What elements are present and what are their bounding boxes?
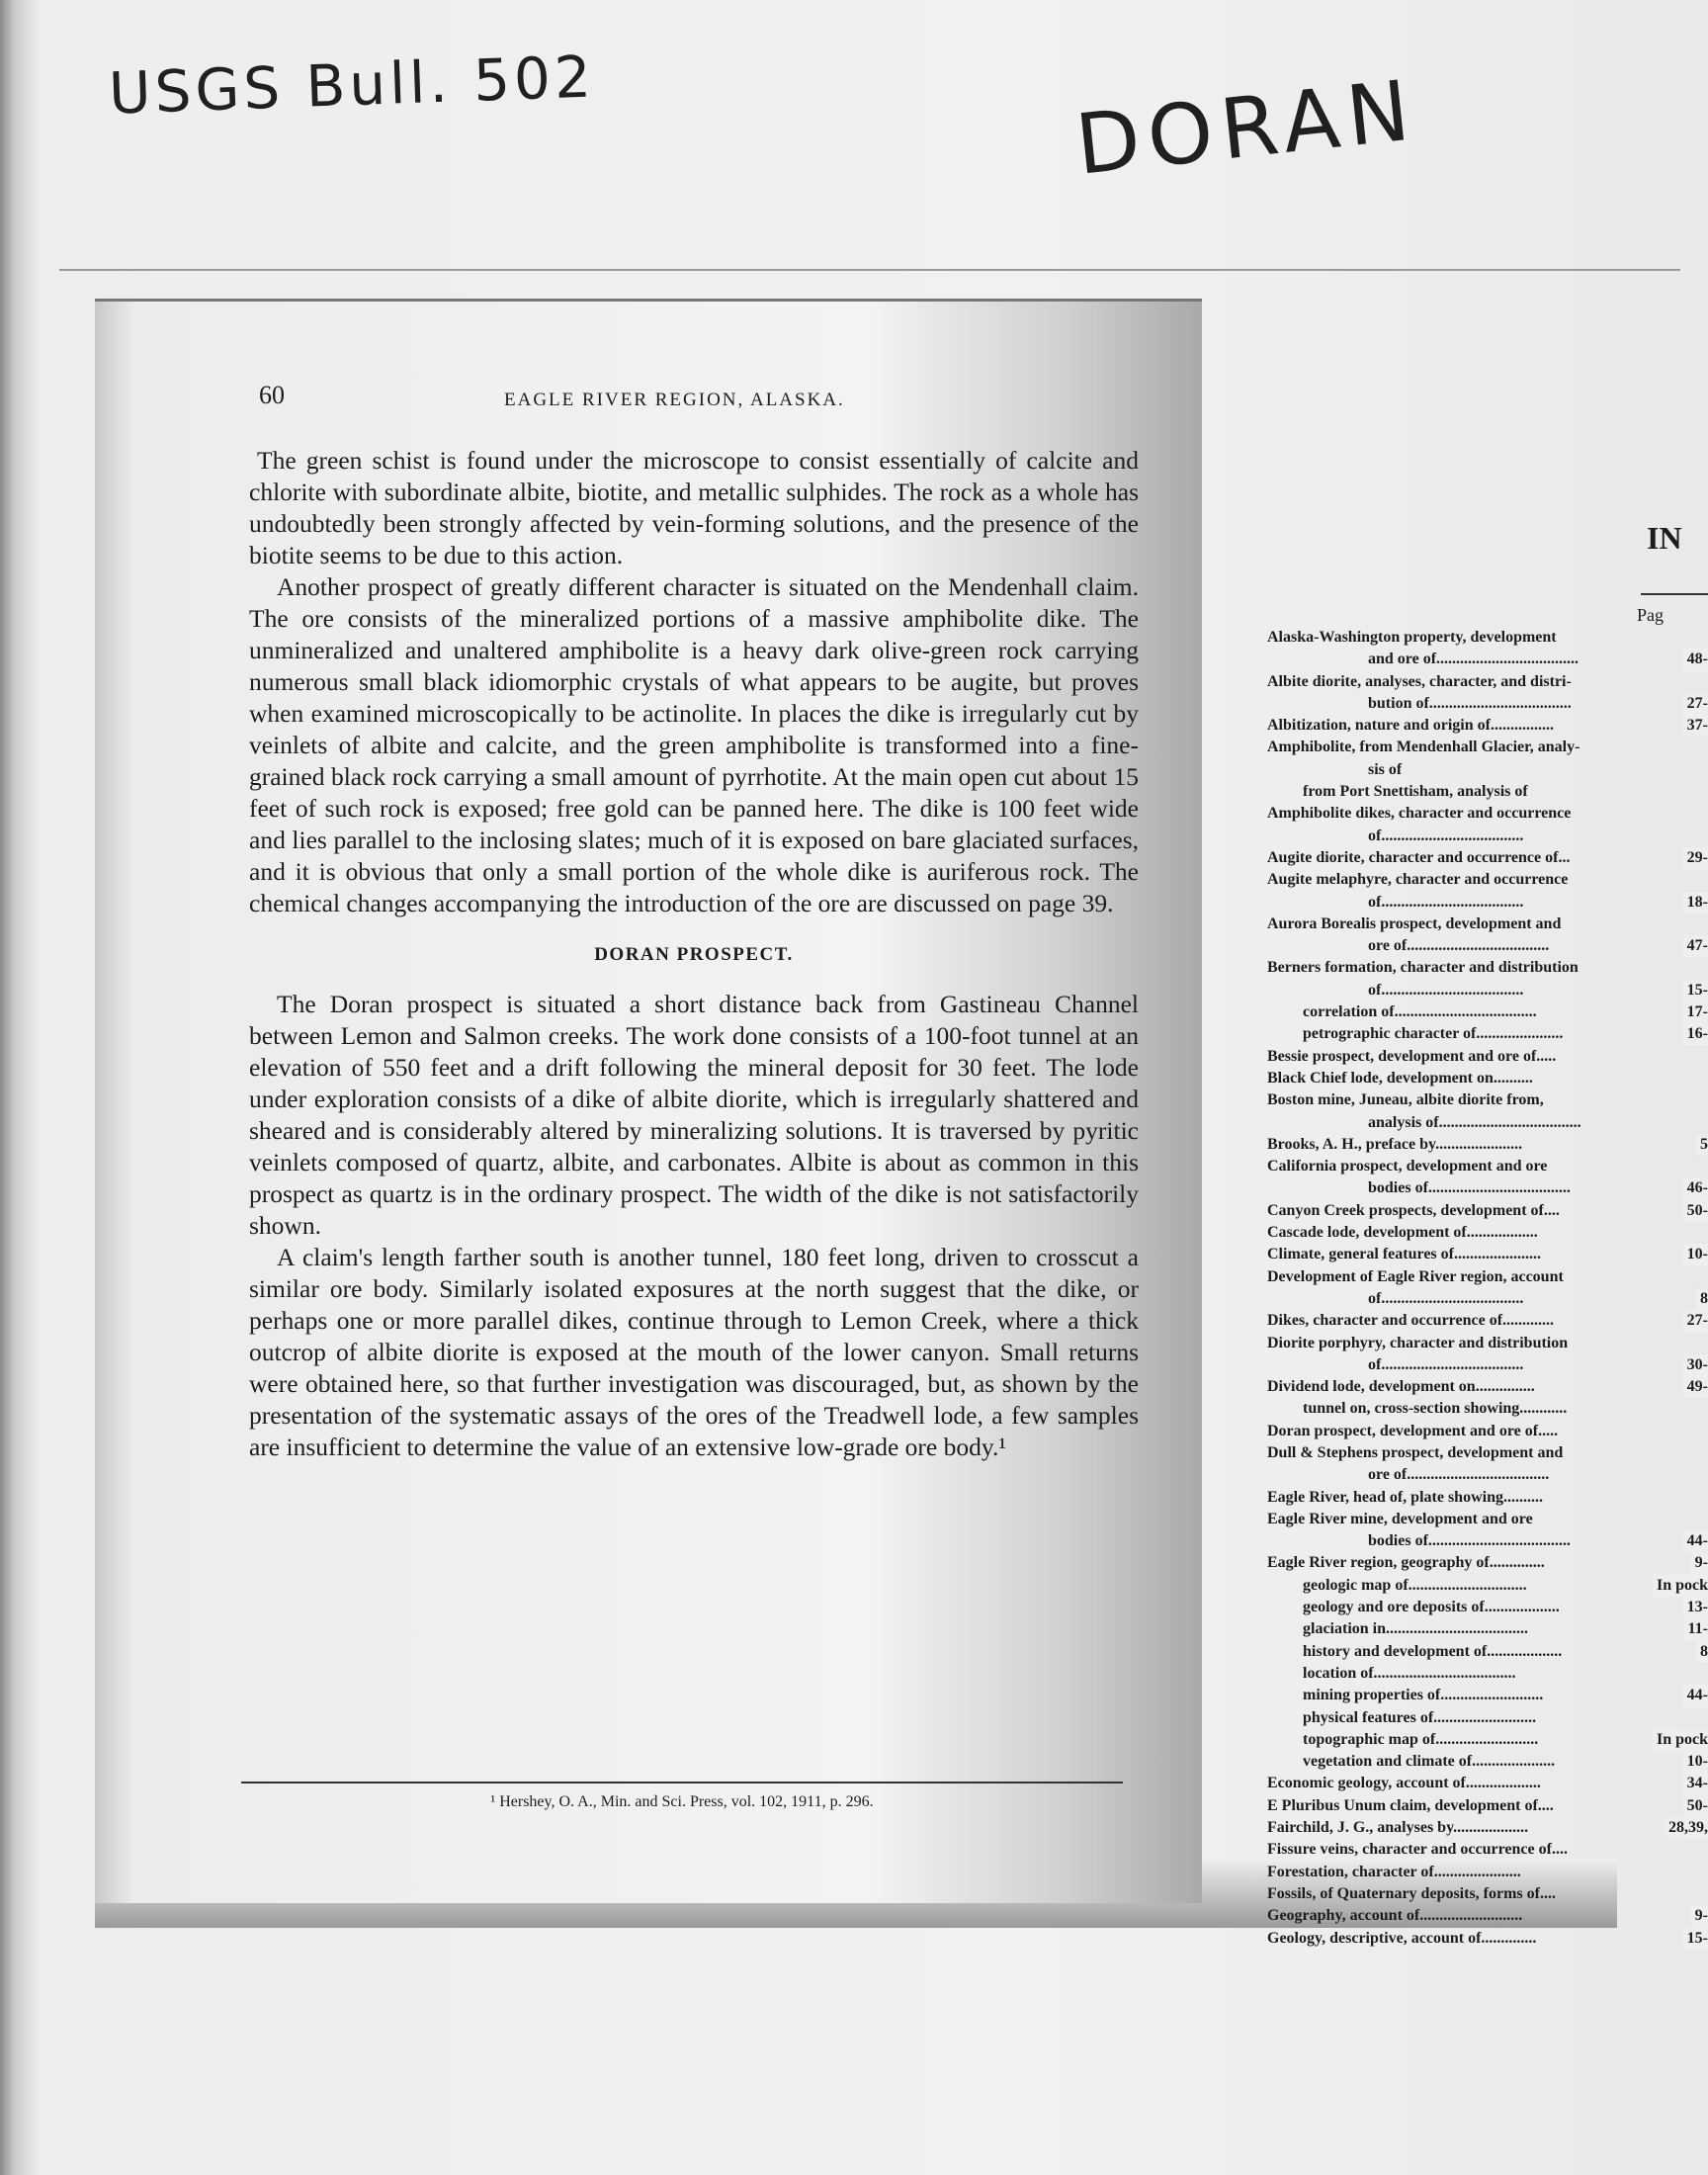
index-entry-text: bodies of....................................: [1368, 1179, 1571, 1197]
index-rule: [1641, 593, 1708, 595]
index-entry-page: 15-: [1683, 980, 1708, 1001]
index-entry-text: Geology, descriptive, account of..............: [1267, 1929, 1537, 1947]
index-entry: [1267, 1928, 1708, 1950]
index-entry: [1267, 1839, 1708, 1861]
index-entry: [1267, 1509, 1708, 1530]
index-entry-text: Augite diorite, character and occurrence of...: [1267, 848, 1571, 866]
index-entry-text: bodies of....................................: [1368, 1532, 1571, 1550]
body-text: [249, 445, 1139, 1463]
paragraph: The Doran prospect is situated a short distance back from Gastineau Channel between Lemon and Salmon creeks. The work done consists of a 100-foot tunnel at an elevation of 550 feet and a drift following the mineral deposit for 30 feet. The lode under exploration consists of a dike of albite diorite, which is irregularly shattered and sheared and is considerably altered by mineralizing solutions. It is traversed by pyritic veinlets composed of quartz, albite, and carbonates. Albite is about as common in this prospect as quartz is in the ordinary prospect. The width of the dike is not satisfactorily shown.: [249, 990, 1139, 1240]
index-entry-text: Berners formation, character and distribution: [1267, 959, 1579, 977]
index-entry-text: Brooks, A. H., preface by......................: [1267, 1135, 1523, 1153]
index-entry: [1267, 1883, 1708, 1905]
index-page-label: Pag: [1637, 605, 1664, 625]
handwritten-reference: USGS Bull. 502: [107, 43, 596, 128]
index-entry: [1267, 1177, 1708, 1199]
index-entry-page: 37-: [1683, 715, 1708, 737]
index-entry: [1267, 671, 1708, 693]
index-entry: [1267, 1487, 1708, 1509]
index-entry-text: Forestation, character of......................: [1267, 1863, 1521, 1880]
index-entry: [1267, 1729, 1708, 1751]
index-entry: [1267, 1266, 1708, 1288]
index-entry: [1267, 1112, 1708, 1134]
index-entry: [1267, 1310, 1708, 1332]
index-entry: [1267, 1046, 1708, 1068]
index-entry: [1267, 892, 1708, 914]
index-entry: [1267, 1575, 1708, 1597]
index-heading: IN: [1647, 520, 1682, 556]
index-entry-text: vegetation and climate of.....................: [1303, 1753, 1556, 1771]
index-entry-text: Boston mine, Juneau, albite diorite from,: [1267, 1091, 1544, 1109]
index-entry-text: sis of: [1368, 760, 1403, 778]
index-entry-text: E Pluribus Unum claim, development of....: [1267, 1796, 1554, 1814]
index-entry-text: physical features of..........................: [1303, 1708, 1537, 1726]
index-entry-text: analysis of....................................: [1368, 1113, 1581, 1131]
index-entry-page: 44-: [1683, 1685, 1708, 1706]
index-entry-text: geology and ore deposits of...................: [1303, 1599, 1560, 1616]
index-entry-text: Fissure veins, character and occurrence of....: [1267, 1841, 1568, 1859]
index-entry-text: Economic geology, account of...................: [1267, 1775, 1541, 1792]
index-entry: [1267, 1442, 1708, 1464]
index-entry-page: In pock: [1653, 1575, 1708, 1597]
index-entry-text: Geography, account of..........................: [1267, 1907, 1523, 1925]
index-entry-text: Canyon Creek prospects, development of....: [1267, 1201, 1560, 1219]
index-entry-page: 15-: [1683, 1928, 1708, 1950]
index-entry-text: Albitization, nature and origin of................: [1267, 717, 1554, 735]
index-entry-text: of....................................: [1368, 1355, 1524, 1373]
index-entry-text: Black Chief lode, development on..........: [1267, 1069, 1533, 1087]
index-entry-page: 34-: [1683, 1773, 1708, 1794]
index-entry-text: California prospect, development and ore: [1267, 1158, 1548, 1175]
index-entry: [1267, 1089, 1708, 1111]
index-entry-text: topographic map of..........................: [1303, 1730, 1539, 1748]
index-entry-page: 17-: [1683, 1001, 1708, 1023]
index-entry: [1267, 1795, 1708, 1817]
index-entry: [1267, 1773, 1708, 1794]
index-entry-page: 48-: [1683, 649, 1708, 670]
index-entry-page: 10-: [1683, 1244, 1708, 1265]
index-entry-text: tunnel on, cross-section showing............: [1303, 1400, 1568, 1418]
index-entry: [1267, 1552, 1708, 1574]
index-entry-page: 47-: [1683, 935, 1708, 957]
index-entry-text: ore of....................................: [1368, 937, 1550, 955]
index-entry-text: mining properties of..........................: [1303, 1687, 1544, 1704]
index-entry: [1267, 980, 1708, 1001]
index-entry-text: Eagle River region, geography of..............: [1267, 1554, 1545, 1572]
index-entry-page: 5: [1696, 1134, 1708, 1156]
index-entry-text: of....................................: [1368, 981, 1524, 999]
index-entry: [1267, 1685, 1708, 1706]
index-entry-text: Amphibolite, from Mendenhall Glacier, analy-: [1267, 739, 1580, 756]
index-entry-text: bution of....................................: [1368, 694, 1572, 712]
index-entry-page: 9-: [1691, 1905, 1708, 1927]
index-entry-page: 27-: [1683, 693, 1708, 715]
handwritten-name: DORAN: [1070, 61, 1422, 194]
paragraph: Another prospect of greatly different character is situated on the Mendenhall claim. The ore consists of the mineralized portions of a massive amphibolite dike. The unmineralized and unaltered amphibolite is a heavy dark olive-green rock carrying numerous small black idiomorphic crystals of what appears to be augite, but proves when examined microscopically to be actinolite. In places the dike is irregularly cut by veinlets of albite and calcite, and the green amphibolite is transformed into a fine-grained black rock carrying a small amount of pyrrhotite. At the main open cut about 15 feet of such rock is exposed; free gold can be panned here. The dike is 100 feet wide and lies parallel to the inclosing slates; much of it is exposed on bare glaciated surfaces, and it is obvious that only a small portion of the whole dike is auriferous rock. The chemical changes accompanying the introduction of the ore are discussed on page 39.: [249, 572, 1139, 917]
index-entry-text: Dikes, character and occurrence of.............: [1267, 1312, 1555, 1330]
index-entry-text: Fairchild, J. G., analyses by...................: [1267, 1819, 1529, 1837]
index-entry-page: 28,39,: [1665, 1817, 1708, 1839]
index-entry-text: glaciation in....................................: [1303, 1620, 1529, 1638]
index-entry-text: Dull & Stephens prospect, development and: [1267, 1443, 1564, 1461]
index-entry-page: 16-: [1683, 1023, 1708, 1045]
index-entry-text: Fossils, of Quaternary deposits, forms of....: [1267, 1884, 1556, 1902]
index-entry: [1267, 1068, 1708, 1089]
index-entry: [1267, 693, 1708, 715]
paragraph: The green schist is found under the microscope to consist essentially of calcite and chlorite with subordinate albite, biotite, and metallic sulphides. The rock as a whole has undoubtedly been strongly affected by vein-forming solutions, and the presence of the biotite seems to be due to this action.: [249, 446, 1139, 569]
index-entry-text: Albite diorite, analyses, character, and distri-: [1267, 672, 1572, 690]
index-entry: [1267, 759, 1708, 781]
index-entry: [1267, 826, 1708, 847]
index-entry-text: of....................................: [1368, 826, 1524, 844]
index-entry-text: Climate, general features of......................: [1267, 1246, 1541, 1263]
index-entry-text: Eagle River, head of, plate showing..........: [1267, 1488, 1543, 1506]
index-entry-text: Diorite porphyry, character and distribution: [1267, 1334, 1569, 1351]
index-entry: [1267, 1376, 1708, 1398]
index-entry-page: 9-: [1691, 1552, 1708, 1574]
index-entry: [1267, 1222, 1708, 1244]
index-entry-text: Cascade lode, development of..................: [1267, 1224, 1538, 1242]
index-entry: [1267, 1905, 1708, 1927]
index-entry: [1267, 1288, 1708, 1310]
index-entry-text: of....................................: [1368, 893, 1524, 911]
index-entry-text: location of....................................: [1303, 1664, 1516, 1682]
index-entry: [1267, 847, 1708, 869]
index-entry: [1267, 1421, 1708, 1442]
footnote-rule: [241, 1782, 1123, 1784]
section-heading: DORAN PROSPECT.: [594, 944, 794, 965]
index-entry: [1267, 1862, 1708, 1883]
index-entry-text: Bessie prospect, development and ore of.....: [1267, 1047, 1557, 1065]
index-entry: [1267, 1817, 1708, 1839]
index-entry-text: of....................................: [1368, 1289, 1524, 1307]
running-head: EAGLE RIVER REGION, ALASKA.: [504, 390, 845, 410]
index-entry: [1267, 935, 1708, 957]
index-entry: [1267, 737, 1708, 758]
index-entry-page: 44-: [1683, 1530, 1708, 1552]
index-entry: [1267, 1641, 1708, 1663]
paragraph: A claim's length farther south is another tunnel, 180 feet long, driven to crosscut a similar ore body. Similarly isolated exposures at the north suggest that the dike, or perhaps one or more parallel dikes, continue through to Lemon Creek, where a thick outcrop of albite diorite is exposed at the mouth of the lower canyon. Small returns were obtained here, so that further investigation was discouraged, but, as shown by the presentation of the systematic assays of the ores of the Treadwell lode, a few samples are insufficient to determine the value of an extensive low-grade ore body.¹: [249, 1243, 1139, 1461]
index-entry-text: Augite melaphyre, character and occurrence: [1267, 871, 1569, 889]
index-entry-text: Doran prospect, development and ore of.....: [1267, 1422, 1559, 1439]
index-entry-text: correlation of....................................: [1303, 1003, 1537, 1021]
index-entry: [1267, 1618, 1708, 1640]
index-entry-text: history and development of...................: [1303, 1642, 1563, 1660]
index-entry-text: geologic map of..............................: [1303, 1576, 1527, 1594]
index-entry: [1267, 1001, 1708, 1023]
index-entry: [1267, 1200, 1708, 1222]
index-entry: [1267, 627, 1708, 649]
index-entry: [1267, 1663, 1708, 1685]
index-entry-page: 30-: [1683, 1354, 1708, 1376]
page-number: 60: [259, 381, 285, 409]
index-entry-text: Development of Eagle River region, account: [1267, 1267, 1564, 1285]
index-entry: [1267, 1597, 1708, 1618]
index-entry-page: 11-: [1684, 1618, 1708, 1640]
index-entry: [1267, 1464, 1708, 1486]
index-entry: [1267, 1023, 1708, 1045]
index-entry-page: 10-: [1683, 1751, 1708, 1773]
index-entry-text: petrographic character of......................: [1303, 1025, 1564, 1043]
index-entry: [1267, 1530, 1708, 1552]
index-entry: [1267, 957, 1708, 979]
index-entry: [1267, 715, 1708, 737]
index-entry: [1267, 1333, 1708, 1354]
index-entry-page: 8: [1696, 1641, 1708, 1663]
index-entry-page: 46-: [1683, 1177, 1708, 1199]
paper-edge-line: [59, 269, 1680, 271]
index-entry: [1267, 1134, 1708, 1156]
index-entry-page: 13-: [1683, 1597, 1708, 1618]
index-entry: [1267, 914, 1708, 935]
index-entry: [1267, 649, 1708, 670]
index-entry-text: Alaska-Washington property, development: [1267, 629, 1557, 646]
index-entry: [1267, 1156, 1708, 1177]
index-entry-text: Eagle River mine, development and ore: [1267, 1510, 1533, 1527]
index-entry-page: 49-: [1683, 1376, 1708, 1398]
index-entry: [1267, 1244, 1708, 1265]
index-entry-page: 50-: [1683, 1200, 1708, 1222]
index-list: [1267, 627, 1708, 1950]
index-entry-text: and ore of....................................: [1368, 651, 1580, 668]
index-entry: [1267, 1398, 1708, 1420]
index-entry: [1267, 1354, 1708, 1376]
index-entry: [1267, 869, 1708, 891]
index-entry-page: 50-: [1683, 1795, 1708, 1817]
index-entry-text: Aurora Borealis prospect, development and: [1267, 914, 1562, 932]
index-entry-text: Dividend lode, development on...............: [1267, 1378, 1535, 1396]
index-entry-page: 18-: [1683, 892, 1708, 914]
index-entry-text: Amphibolite dikes, character and occurrence: [1267, 805, 1572, 823]
index-entry-text: from Port Snettisham, analysis of: [1303, 783, 1528, 801]
index-entry-page: 29-: [1683, 847, 1708, 869]
footnote: ¹ Hershey, O. A., Min. and Sci. Press, vol. 102, 1911, p. 296.: [490, 1793, 874, 1810]
index-entry-page: In pock: [1653, 1729, 1708, 1751]
index-entry: [1267, 1707, 1708, 1729]
index-entry-text: ore of....................................: [1368, 1466, 1550, 1484]
index-entry-page: 8: [1696, 1288, 1708, 1310]
index-entry: [1267, 803, 1708, 825]
index-entry: [1267, 781, 1708, 803]
index-entry: [1267, 1751, 1708, 1773]
index-entry-page: 27-: [1683, 1310, 1708, 1332]
